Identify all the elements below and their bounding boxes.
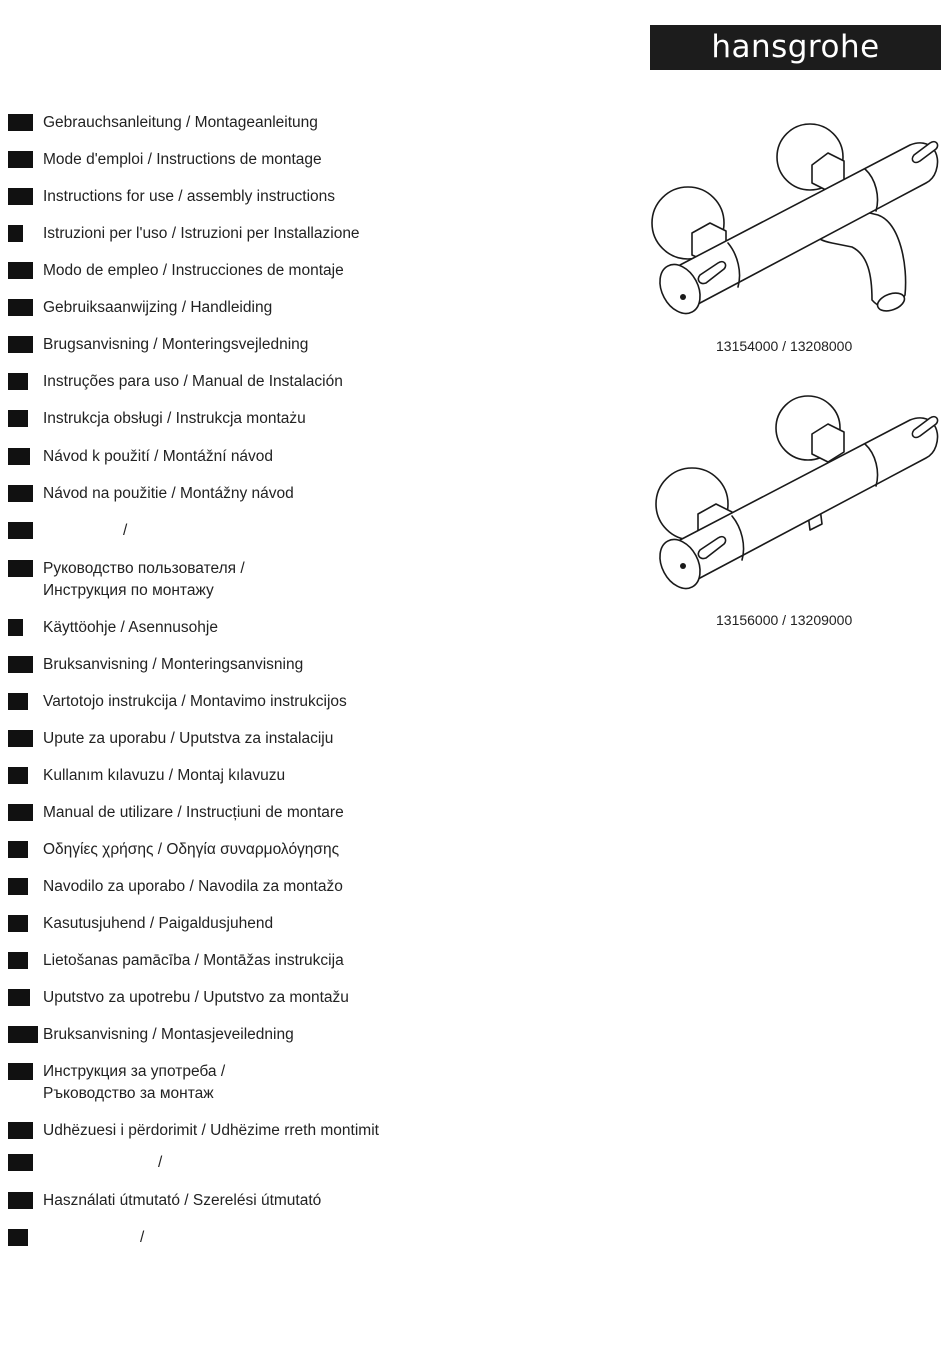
language-flag-icon bbox=[8, 804, 33, 821]
language-label-line1: Gebruiksaanwijzing / Handleiding bbox=[43, 299, 273, 316]
language-label bbox=[43, 802, 344, 824]
language-label bbox=[43, 112, 318, 134]
language-flag-icon bbox=[8, 373, 28, 390]
language-label bbox=[43, 1152, 162, 1174]
language-label bbox=[43, 839, 339, 861]
language-flag-icon bbox=[8, 485, 33, 502]
language-label bbox=[43, 1024, 294, 1046]
language-flag-icon bbox=[8, 114, 33, 131]
language-label-line1: Instrukcja obsługi / Instrukcja montażu bbox=[43, 410, 306, 427]
language-label-line1: Vartotojo instrukcija / Montavimo instrukcijos bbox=[43, 693, 347, 710]
language-flag-icon bbox=[8, 410, 28, 427]
language-label-line1: Brugsanvisning / Monteringsvejledning bbox=[43, 336, 309, 353]
language-label bbox=[43, 1227, 144, 1249]
language-label-line1: Οδηγίες χρήσης / Οδηγία συναρμολόγησης bbox=[43, 841, 340, 858]
language-label-line1: / bbox=[158, 1154, 163, 1171]
language-flag-icon bbox=[8, 225, 23, 242]
language-flag-icon bbox=[8, 1154, 33, 1171]
language-flag-icon bbox=[8, 730, 33, 747]
product-illustration-bath-mixer bbox=[640, 115, 940, 335]
language-flag-icon bbox=[8, 151, 33, 168]
language-label-line1: Uputstvo za upotrebu / Uputstvo za montažu bbox=[43, 989, 349, 1006]
language-flag-icon bbox=[8, 841, 28, 858]
language-label bbox=[43, 728, 333, 750]
language-label bbox=[43, 876, 343, 898]
language-label-line1: Gebrauchsanleitung / Montageanleitung bbox=[43, 114, 318, 131]
language-label-line1: Lietošanas pamācība / Montāžas instrukcija bbox=[43, 952, 344, 969]
language-label-line1: Návod na použitie / Montážny návod bbox=[43, 485, 294, 502]
language-label bbox=[43, 558, 245, 602]
language-label-line1: / bbox=[140, 1229, 145, 1246]
language-label-line1: Manual de utilizare / Instrucțiuni de montare bbox=[43, 804, 344, 821]
language-label-line1: Navodilo za uporabo / Navodila za montažo bbox=[43, 878, 343, 895]
language-label-line2: Инструкция по монтажу bbox=[43, 582, 214, 599]
product-caption: 13156000 / 13209000 bbox=[716, 612, 853, 628]
language-label bbox=[43, 1190, 321, 1212]
language-flag-icon bbox=[8, 522, 33, 539]
language-flag-icon bbox=[8, 915, 28, 932]
language-label-line1: / bbox=[123, 522, 128, 539]
language-flag-icon bbox=[8, 878, 28, 895]
language-flag-icon bbox=[8, 767, 28, 784]
language-label bbox=[43, 617, 218, 639]
language-label-line1: Instruções para uso / Manual de Instalación bbox=[43, 373, 343, 390]
product-illustration-shower-mixer bbox=[640, 390, 940, 600]
language-flag-icon bbox=[8, 1229, 28, 1246]
language-flag-icon bbox=[8, 262, 33, 279]
language-label bbox=[43, 765, 285, 787]
language-flag-icon bbox=[8, 188, 33, 205]
language-label bbox=[43, 950, 344, 972]
language-label-line1: Mode d'emploi / Instructions de montage bbox=[43, 151, 322, 168]
language-label-line1: Инструкция за употреба / bbox=[43, 1063, 226, 1080]
language-flag-icon bbox=[8, 1122, 33, 1139]
language-flag-icon bbox=[8, 448, 30, 465]
language-label bbox=[43, 654, 303, 676]
language-label bbox=[43, 149, 322, 171]
language-label bbox=[43, 446, 273, 468]
language-label bbox=[43, 987, 349, 1009]
language-flag-icon bbox=[8, 989, 30, 1006]
language-label bbox=[43, 691, 347, 713]
language-flag-icon bbox=[8, 952, 28, 969]
language-flag-icon bbox=[8, 1026, 38, 1043]
language-label bbox=[43, 913, 273, 935]
language-label-line1: Udhëzuesi i përdorimit / Udhëzime rreth montimit bbox=[43, 1122, 379, 1139]
product-caption: 13154000 / 13208000 bbox=[716, 338, 853, 354]
language-label-line1: Modo de empleo / Instrucciones de montaje bbox=[43, 262, 344, 279]
language-label-line2: Ръководство за монтаж bbox=[43, 1085, 214, 1102]
language-label-line1: Bruksanvisning / Monteringsanvisning bbox=[43, 656, 304, 673]
language-label bbox=[43, 1120, 379, 1142]
language-label-line1: Kasutusjuhend / Paigaldusjuhend bbox=[43, 915, 274, 932]
language-flag-icon bbox=[8, 1192, 33, 1209]
language-label-line1: Bruksanvisning / Montasjeveiledning bbox=[43, 1026, 294, 1043]
language-label bbox=[43, 1061, 225, 1105]
language-label-line1: Instructions for use / assembly instructions bbox=[43, 188, 336, 205]
language-label-line1: Istruzioni per l'uso / Istruzioni per Installazione bbox=[43, 225, 360, 242]
language-flag-icon bbox=[8, 1063, 33, 1080]
language-label bbox=[43, 408, 306, 430]
logo-text: hansgrohe bbox=[711, 29, 880, 65]
language-label-line1: Návod k použití / Montážní návod bbox=[43, 448, 274, 465]
language-flag-icon bbox=[8, 336, 33, 353]
language-label bbox=[43, 260, 344, 282]
language-label bbox=[43, 186, 335, 208]
language-label bbox=[43, 297, 272, 319]
language-label-line1: Käyttöohje / Asennusohje bbox=[43, 619, 218, 636]
language-label-line1: Руководство пользователя / bbox=[43, 560, 245, 577]
language-label-line1: Használati útmutató / Szerelési útmutató bbox=[43, 1192, 322, 1209]
language-label bbox=[43, 334, 308, 356]
language-label bbox=[43, 223, 360, 245]
language-flag-icon bbox=[8, 560, 33, 577]
language-flag-icon bbox=[8, 299, 33, 316]
language-flag-icon bbox=[8, 656, 33, 673]
language-label bbox=[43, 483, 294, 505]
language-flag-icon bbox=[8, 619, 23, 636]
language-label bbox=[43, 520, 127, 542]
language-label-line1: Upute za uporabu / Uputstva za instalaciju bbox=[43, 730, 334, 747]
hansgrohe-logo bbox=[650, 25, 941, 70]
language-flag-icon bbox=[8, 693, 28, 710]
language-label bbox=[43, 371, 343, 393]
language-label-line1: Kullanım kılavuzu / Montaj kılavuzu bbox=[43, 767, 286, 784]
